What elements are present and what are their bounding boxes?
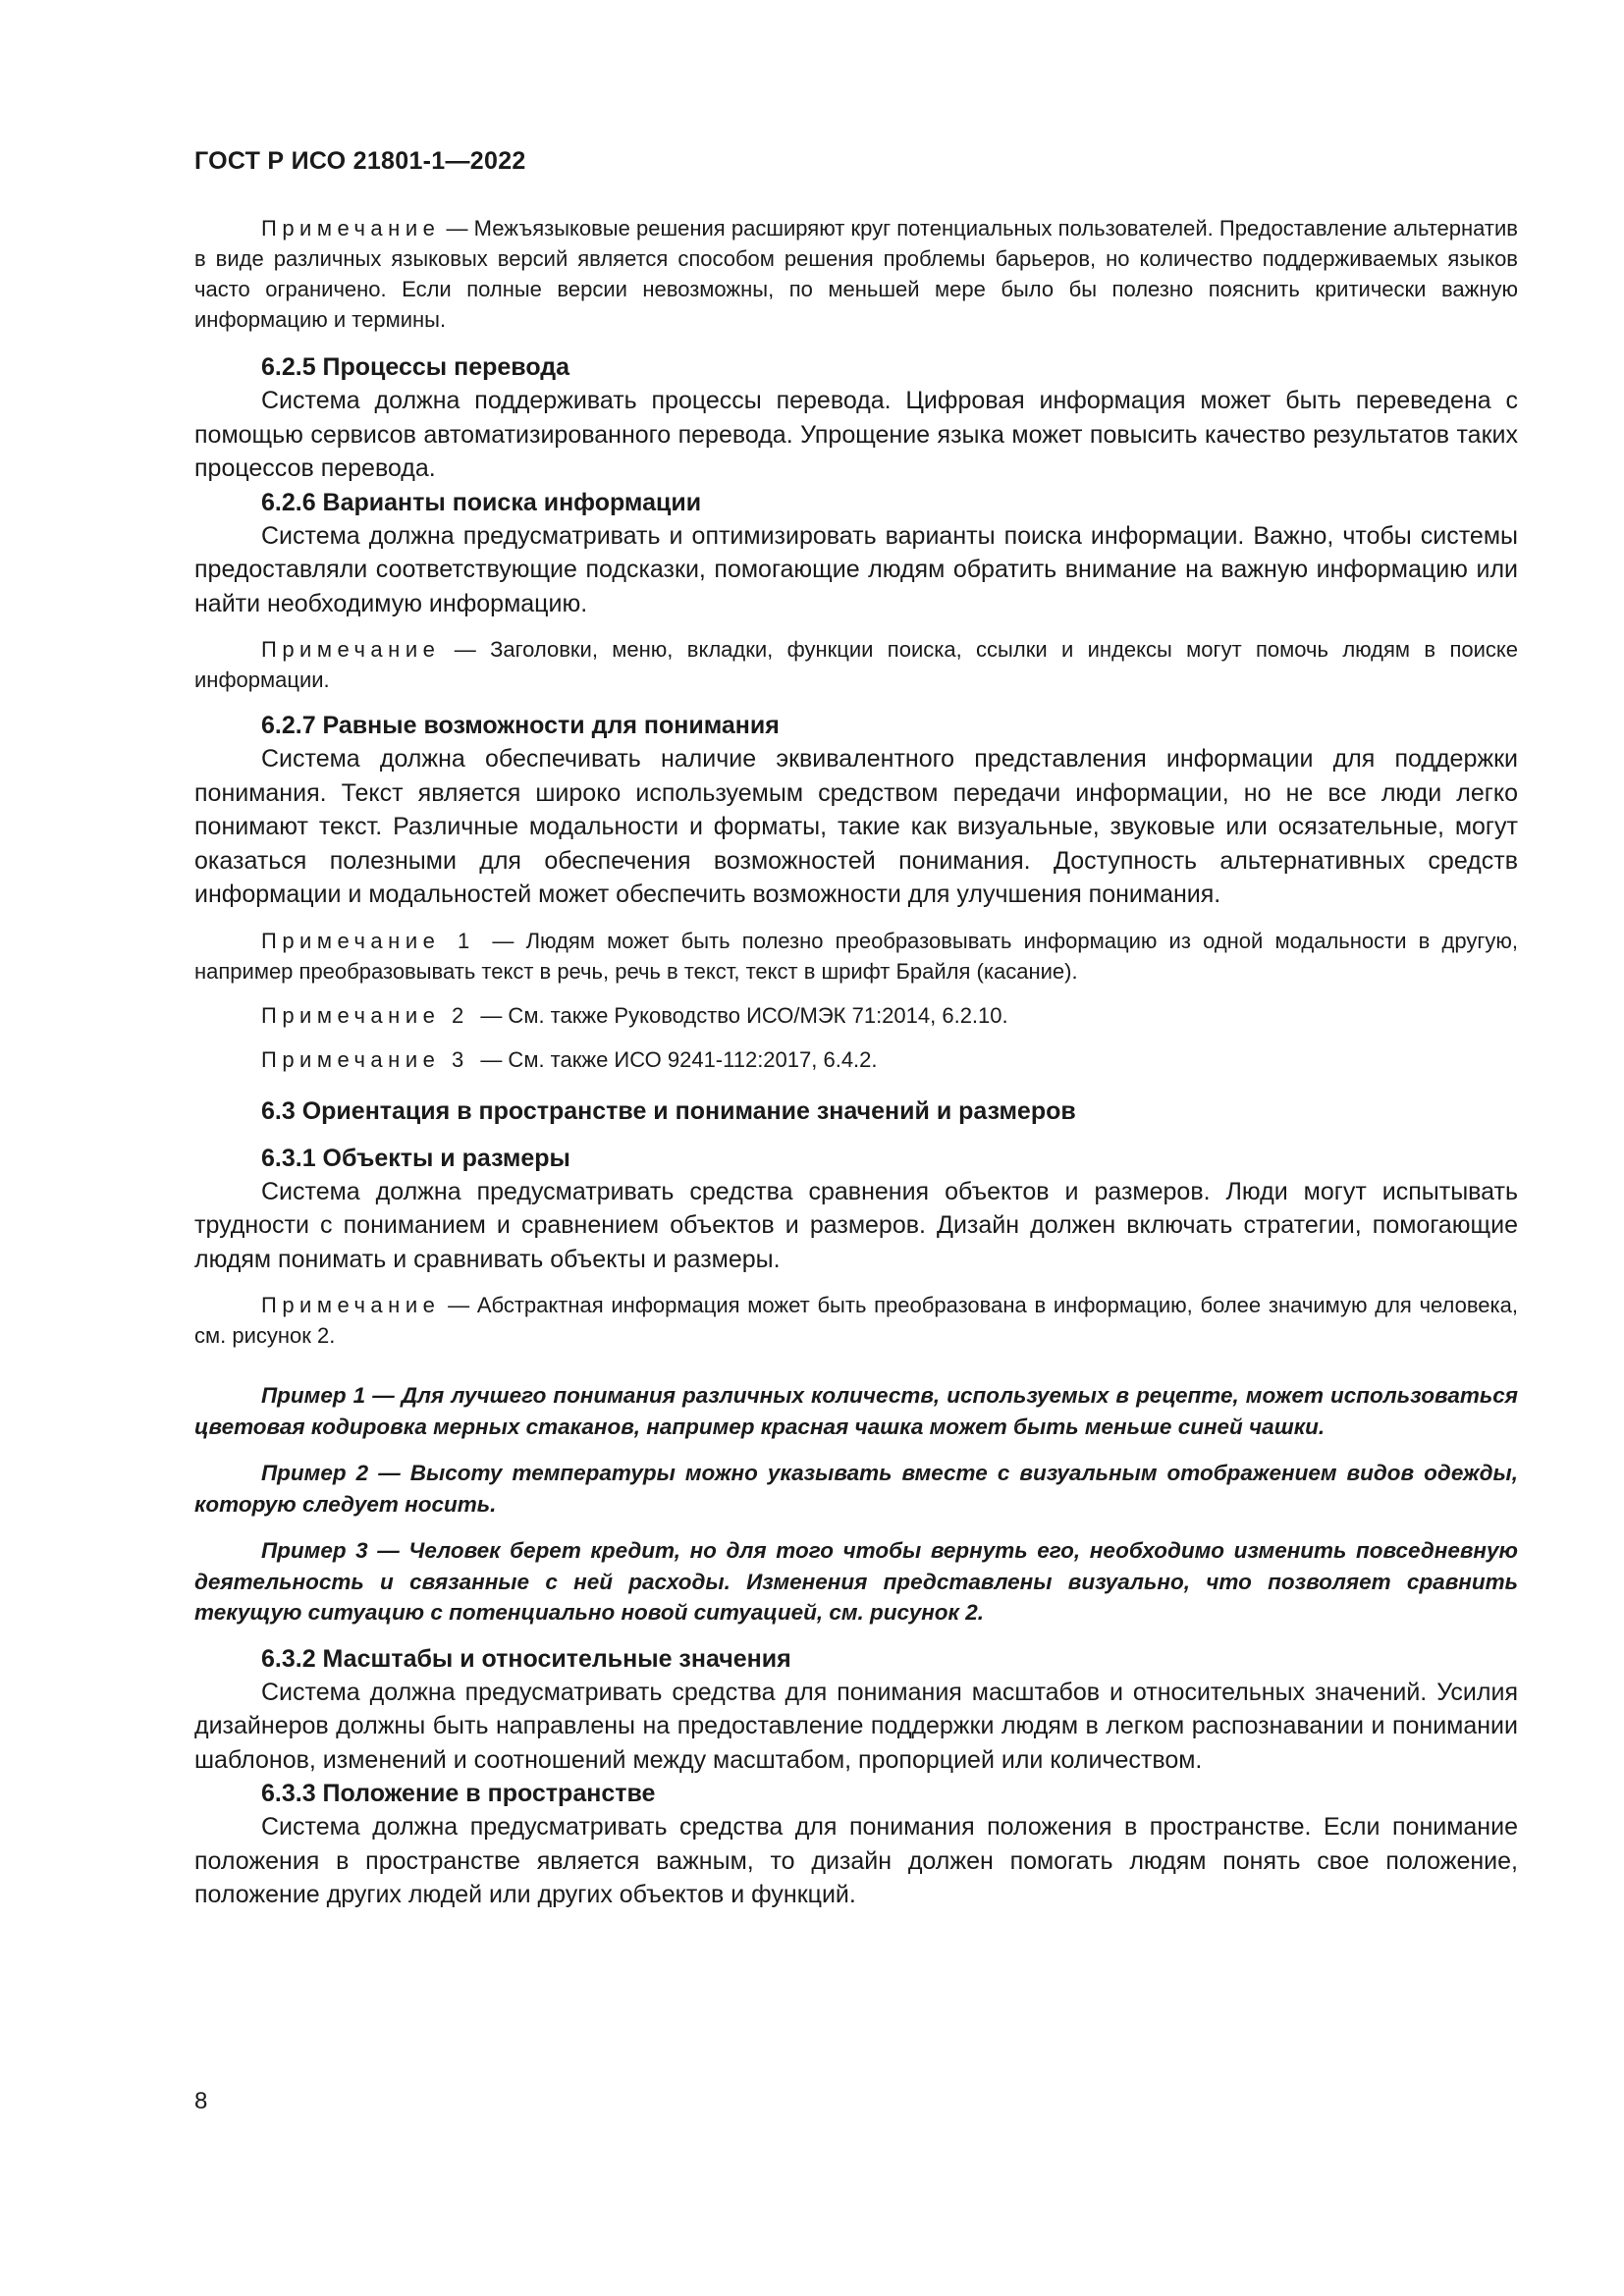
example-3: Пример 3 — Человек берет кредит, но для того чтобы вернуть его, необходимо изменить повседневную деятельность и связанные с ней расходы. Изменения представлены визуально, что позволяет сравнить текущую ситуацию с потенциально новой ситуацией, см. рисунок 2. [194, 1538, 1518, 1625]
note-label: Примечание [261, 216, 441, 240]
note-number: 2 [440, 1002, 481, 1028]
note-number: 3 [440, 1046, 481, 1072]
note-multilingual [194, 213, 1518, 335]
heading-6-3-2: 6.3.2 Масштабы и относительные значения [261, 1644, 791, 1673]
note-text: — Абстрактная информация может быть преобразована в информацию, более значимую для человека, см. рисунок 2. [194, 1293, 1518, 1348]
note-text: — См. также ИСО 9241-112:2017, 6.4.2. [480, 1046, 878, 1072]
note-label: Примечание [261, 928, 441, 953]
note-abstract-info [194, 1290, 1518, 1351]
note-label: Примечание [261, 1293, 441, 1317]
paragraph-6-3-2: Система должна предусматривать средства для понимания масштабов и относительных значений. Усилия дизайнеров должны быть направлены на предоставление поддержки людям в легком распознавании и понимании шаблонов, изменений и соотношений между масштабом, пропорцией или количеством. [194, 1678, 1518, 1774]
note-number: 1 [440, 928, 493, 953]
paragraph-6-2-5: Система должна поддерживать процессы перевода. Цифровая информация может быть переведена с помощью сервисов автоматизированного перевода. Упрощение языка может повысить качество результатов таких процессов перевода. [194, 387, 1518, 482]
heading-6-2-5: 6.2.5 Процессы перевода [261, 353, 570, 381]
note-text: — Заголовки, меню, вкладки, функции поиска, ссылки и индексы могут помочь людям в поиске информации. [194, 637, 1519, 692]
example-1: Пример 1 — Для лучшего понимания различных количеств, используемых в рецепте, может использоваться цветовая кодировка мерных стаканов, например красная чашка может быть меньше синей чашки. [194, 1383, 1518, 1439]
note-3-reference [194, 1044, 1518, 1075]
note-text: — Людям может быть полезно преобразовывать информацию из одной модальности в другую, например преобразовывать текст в речь, речь в текст, текст в шрифт Брайля (касание). [194, 928, 1518, 984]
document-header: ГОСТ Р ИСО 21801-1—2022 [194, 147, 526, 175]
heading-6-2-7: 6.2.7 Равные возможности для понимания [261, 712, 780, 739]
note-1-modalities [194, 926, 1518, 987]
paragraph-6-2-6: Система должна предусматривать и оптимизировать варианты поиска информации. Важно, чтобы системы предоставляли соответствующие подсказки, помогающие людям обратить внимание на важную информацию или найти необходимую информацию. [194, 521, 1518, 617]
paragraph-6-3-1: Система должна предусматривать средства сравнения объектов и размеров. Люди могут испытывать трудности с пониманием и сравнением объектов и размеров. Дизайн должен включать стратегии, помогающие людям понимать и сравнивать объекты и размеры. [194, 1177, 1518, 1273]
paragraph-6-3-3: Система должна предусматривать средства для понимания положения в пространстве. Если понимание положения в пространстве является важным, то дизайн должен помогать людям понять свое положение, положение других людей или других объектов и функций. [194, 1813, 1518, 1908]
note-text: — Межъязыковые решения расширяют круг потенциальных пользователей. Предоставление альтернатив в виде различных языковых версий является способом решения проблемы барьеров, но количество поддерживаемых языков часто ограничено. Если полные версии невозможны, по меньшей мере было бы полезно пояснить критически важную информацию и термины. [194, 216, 1518, 332]
heading-6-3-3: 6.3.3 Положение в пространстве [261, 1780, 656, 1807]
paragraph-6-2-7: Система должна обеспечивать наличие эквивалентного представления информации для поддержки понимания. Текст является широко используемым средством передачи информации, но не все люди легко понимают текст. Различные модальности и форматы, такие как визуальные, звуковые или осязательные, могут оказаться полезными для обеспечения возможностей понимания. Доступность альтернативных средств информации и модальностей может обеспечить возможности для улучшения понимания. [194, 745, 1518, 908]
document-page [194, 147, 1518, 1912]
heading-6-3: 6.3 Ориентация в пространстве и понимание значений и размеров [261, 1096, 1076, 1125]
note-label: Примечание [261, 1046, 441, 1072]
example-2: Пример 2 — Высоту температуры можно указывать вместе с визуальным отображением видов одежды, которую следует носить. [194, 1461, 1518, 1517]
note-label: Примечание [261, 637, 441, 662]
page-number: 8 [194, 2088, 208, 2114]
note-search [194, 634, 1518, 695]
note-2-reference [194, 1000, 1518, 1031]
heading-6-3-1: 6.3.1 Объекты и размеры [261, 1144, 570, 1172]
note-text: — См. также Руководство ИСО/МЭК 71:2014, 6.2.10. [480, 1002, 1008, 1028]
note-label: Примечание [261, 1002, 441, 1028]
heading-6-2-6: 6.2.6 Варианты поиска информации [261, 488, 702, 516]
